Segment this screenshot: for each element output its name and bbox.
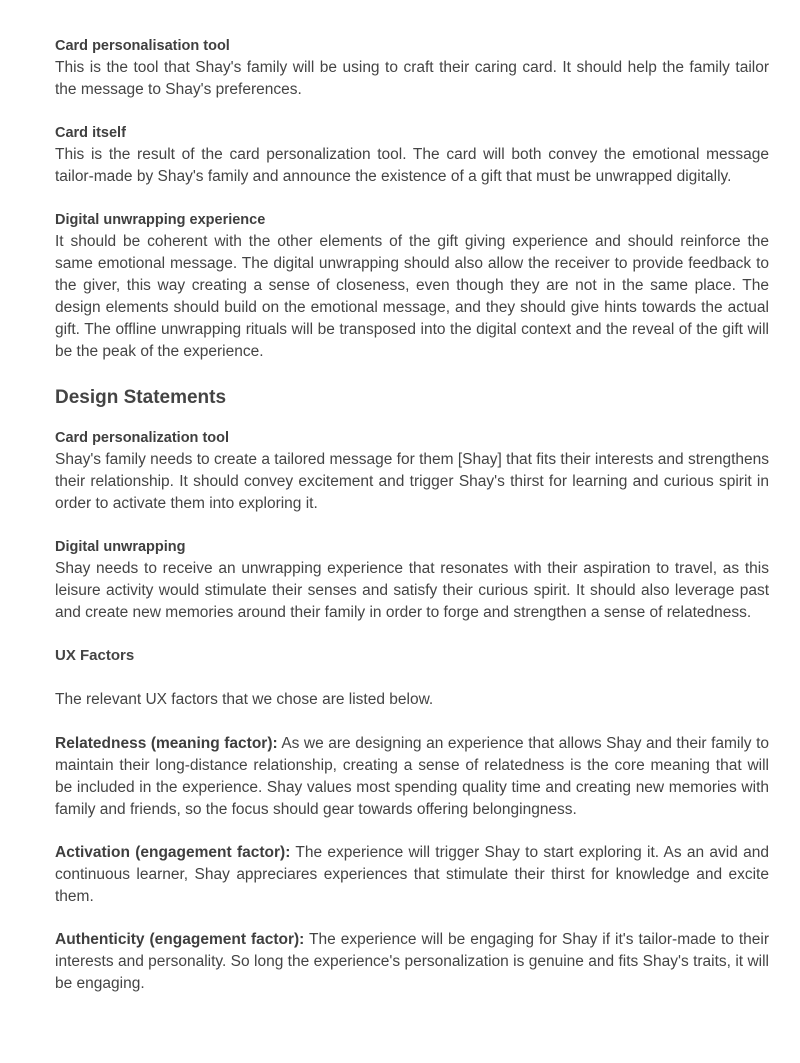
statement-title: Digital unwrapping: [55, 539, 186, 555]
factor-label: Authenticity (engagement factor):: [55, 931, 305, 948]
section-title: Card personalisation tool: [55, 38, 230, 54]
document-page: [55, 0, 769, 995]
statement-title: Card personalization tool: [55, 430, 230, 446]
section-title: Digital unwrapping experience: [55, 212, 266, 228]
factor-authenticity: [55, 929, 769, 995]
section-digital-unwrapping-experience: [55, 209, 769, 363]
factor-relatedness: [55, 733, 769, 821]
factor-text: The experience will trigger Shay to start exploring it. As an avid and continuous learner, Shay appreciares experiences that stimulate their thirst for knowledge and excite them.: [55, 844, 769, 905]
statement-text: Shay's family needs to create a tailored message for them [Shay] that fits their interests and strengthens their relationship. It should convey excitement and trigger Shay's thirst for learning and curious spirit in order to activate them into exploring it.: [55, 451, 769, 512]
ux-factors-intro: The relevant UX factors that we chose are listed below.: [55, 691, 434, 708]
statement-card-personalization-tool: [55, 427, 769, 515]
factor-activation: [55, 842, 769, 908]
factor-label: Relatedness (meaning factor):: [55, 735, 278, 752]
factor-label: Activation (engagement factor):: [55, 844, 291, 861]
section-title: Card itself: [55, 125, 126, 141]
section-text: This is the result of the card personalization tool. The card will both convey the emotional message tailor-made by Shay's family and announce the existence of a gift that must be unwrapped digitally.: [55, 146, 769, 185]
factor-text: As we are designing an experience that allows Shay and their family to maintain their long-distance relationship, creating a sense of relatedness is the core meaning that will be included in the experience. Shay values most spending quality time and creating new memories with family and friends, so the focus should gear towards offering belongingness.: [55, 735, 770, 818]
section-card-personalisation-tool: [55, 35, 769, 101]
statement-text: Shay needs to receive an unwrapping experience that resonates with their aspiration to travel, as this leisure activity would stimulate their senses and satisfy their curious spirit. It should also leverage past and create new memories around their family in order to forge and strengthen a sense of relatedness.: [55, 560, 769, 621]
section-text: It should be coherent with the other elements of the gift giving experience and should reinforce the same emotional message. The digital unwrapping should also allow the receiver to provide feedback to the giver, this way creating a sense of closeness, even though they are not in the same place. The design elements should build on the emotional message, and they should give hints towards the actual gift. The offline unwrapping rituals will be transposed into the digital context and the reveal of the gift will be the peak of the experience.: [55, 233, 769, 360]
factor-text: The experience will be engaging for Shay if it's tailor-made to their interests and personality. So long the experience's personalization is genuine and fits Shay's traits, it will be engaging.: [55, 931, 769, 992]
ux-factors-heading: UX Factors: [55, 647, 135, 664]
statement-digital-unwrapping: [55, 536, 769, 624]
section-text: This is the tool that Shay's family will be using to craft their caring card. It should help the family tailor the message to Shay's preferences.: [55, 59, 769, 98]
section-card-itself: [55, 122, 769, 188]
design-statements-heading: Design Statements: [55, 387, 227, 408]
